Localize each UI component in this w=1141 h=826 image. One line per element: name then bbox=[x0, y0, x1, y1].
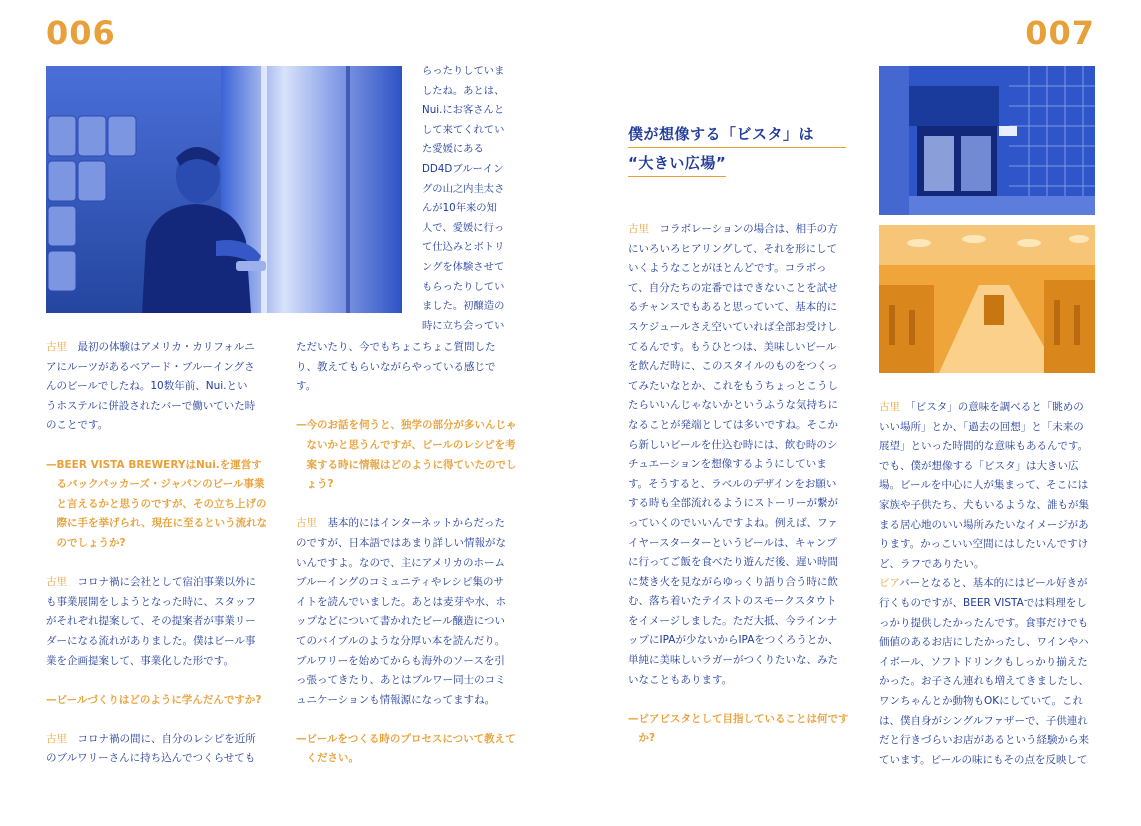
text-column-4 bbox=[879, 398, 1099, 770]
speaker-label: 古里 bbox=[46, 341, 67, 353]
paragraph-lead: ビア bbox=[879, 577, 900, 590]
speaker-label: 古里 bbox=[879, 401, 900, 413]
page-number-left: 006 bbox=[46, 14, 116, 52]
brewer-photo bbox=[46, 66, 402, 313]
interview-question: —ビールをつくる時のプロセスについて教えて ください。 bbox=[296, 732, 516, 765]
interview-question: —ビアビスタとして目指していることは何です か? bbox=[628, 712, 849, 745]
page-number-right: 007 bbox=[1025, 14, 1095, 52]
storefront-photo bbox=[879, 66, 1095, 215]
speaker-label: 古里 bbox=[46, 576, 67, 589]
text-column-3 bbox=[628, 220, 854, 749]
paragraph: 「ビスタ」の意味を調べると「眺めの いい場所」とか、「過去の回想」と「未来の 展望」といった時間的な意味もあるんです。 でも、僕が想像する「ビスタ」は大きい広 場。ビールを中心に人が集まって、そこには 家族や子供たち、犬もいるような、誰もが集 まる居心地のいい場所みたいなイメージがあ ります。かっこいい空間にはしたいんですけ ど、ラフでありたい。 bbox=[879, 401, 1089, 570]
paragraph: 基本的にはインターネットからだった のですが、日本語ではあまり詳しい情報がな いんですよ。なので、主にアメリカのホーム ブルーイングのコミュニティやレシピ集のサ イトを読んでいました。あとは麦芽や水、ホ ップなどについて書かれたビール醸造につい てのバイブルのような分厚い本を読んだり。 ブルワリーを始めてからも海外のソースを引 っ張ってきたり、あとはブルワー同士のコミ ュニケーションも情報源になってますね。 bbox=[296, 517, 506, 706]
headline-line-1: 僕が想像する「ビスタ」は bbox=[628, 122, 846, 148]
paragraph: コロナ禍の間に、自分のレシピを近所 のブルワリーさんに持ち込んでつくらせても bbox=[46, 732, 256, 765]
speaker-label: 古里 bbox=[296, 517, 317, 530]
paragraph: 最初の体験はアメリカ・カリフォルニ アにルーツがあるベアード・ブルーイングさ んのビールでしたね。10数年前、Nui.とい うホステルに併設されたバーで働いていた時 のことです。 bbox=[46, 341, 256, 432]
paragraph: ただいたり、今でもちょこちょこ質問した り、教えてもらいながらやっている感じで す。 bbox=[296, 341, 496, 393]
speaker-label: 古里 bbox=[46, 732, 67, 745]
interview-question: —今のお話を伺うと、独学の部分が多いんじゃ ないかと思うんですが、ビールのレシピを考 案する時に情報はどのように得ていたのでし ょう? bbox=[296, 419, 517, 491]
interview-question: —ビールづくりはどのように学んだんですか? bbox=[46, 693, 262, 706]
text-column-2 bbox=[296, 338, 522, 769]
photo-side-text-column bbox=[422, 62, 522, 336]
speaker-label: 古里 bbox=[628, 223, 649, 235]
section-headline bbox=[628, 122, 846, 180]
paragraph: バーとなると、基本的にはビール好きが 行くものですが、BEER VISTAでは料理をし っかり提供したかったんです。食事だけでも 価値のあるお店にしたかったし、ワインやハ イボール、ソフトドリンクもしっかり揃えた かった。お子さん連れも増えてきましたし、 ワンちゃんとか動物もOKにしていて。これ は、僕自身がシングルファザーで、子供連れ だと行きづらいお店があるという経験から来 ています。ビールの味にもその点を反映して bbox=[879, 577, 1089, 766]
interior-photo bbox=[879, 225, 1095, 373]
text-column-1 bbox=[46, 338, 272, 769]
paragraph: コラボレーションの場合は、相手の方 にいろいろヒアリングして、それを形にして いくようなことがほとんどです。コラボっ て、自分たちの定番ではできないことを試せ るチャンスでもあると思っていて、基本的に スケジュールさえ空いていれば全部お受けし てるんです。もうひとつは、美味しいビール を飲んだ時に、このスタイルのものをつくっ てみたいなとか、これをもうちょっとこうし たらいいんじゃないかというふうな気持ちに なることが発端としては多いですね。そこか ら新しいビールを仕込む時には、飲む時のシ チュエーションを想像するようにしていま す。そうすると、ラベルのデザインをお願い する時も全部流れるようにストーリーが繋が っていくのでいいんですよね。例えば、ファ イヤースターターというビールは、キャンプ に行ってご飯を食べたり遊んだ後、遅い時間 に焚き火を見ながらゆっくり語り合う時に飲 む、落ち着いたテイストのスモークスタウト をイメージしました。ただ大抵、今ラインナ ップにIPAが少ないからIPAをつくろうとか、 単純に美味しいラガーがつくりたいな、みた いなこともあります。 bbox=[628, 223, 839, 686]
interview-question: —BEER VISTA BREWERYはNui.を運営す るバックパッカーズ・ジャパンのビール事業 と言えるかと思うのですが、その立ち上げの 際に手を挙げられ、現在に至るという流れな のでしょうか? bbox=[46, 458, 268, 549]
photo-side-paragraph: らったりしていま したね。あとは、 Nui.にお客さんと して来てくれてい た愛媛にある DD4Dブルーイン グの山之内圭太さ んが10年来の知 人で、愛媛に行っ て仕込みとボトリ ングを体験させて もらったりしてい ました。初醸造の 時に立ち会ってい bbox=[422, 65, 505, 332]
paragraph: コロナ禍に会社として宿泊事業以外に も事業展開をしようとなった時に、スタッフ がそれぞれ提案して、その提案者が事業リー ダーになる流れがありました。僕はビール事 業を企画提案して、事業化した形です。 bbox=[46, 576, 256, 667]
headline-line-2: “大きい広場” bbox=[628, 151, 726, 177]
